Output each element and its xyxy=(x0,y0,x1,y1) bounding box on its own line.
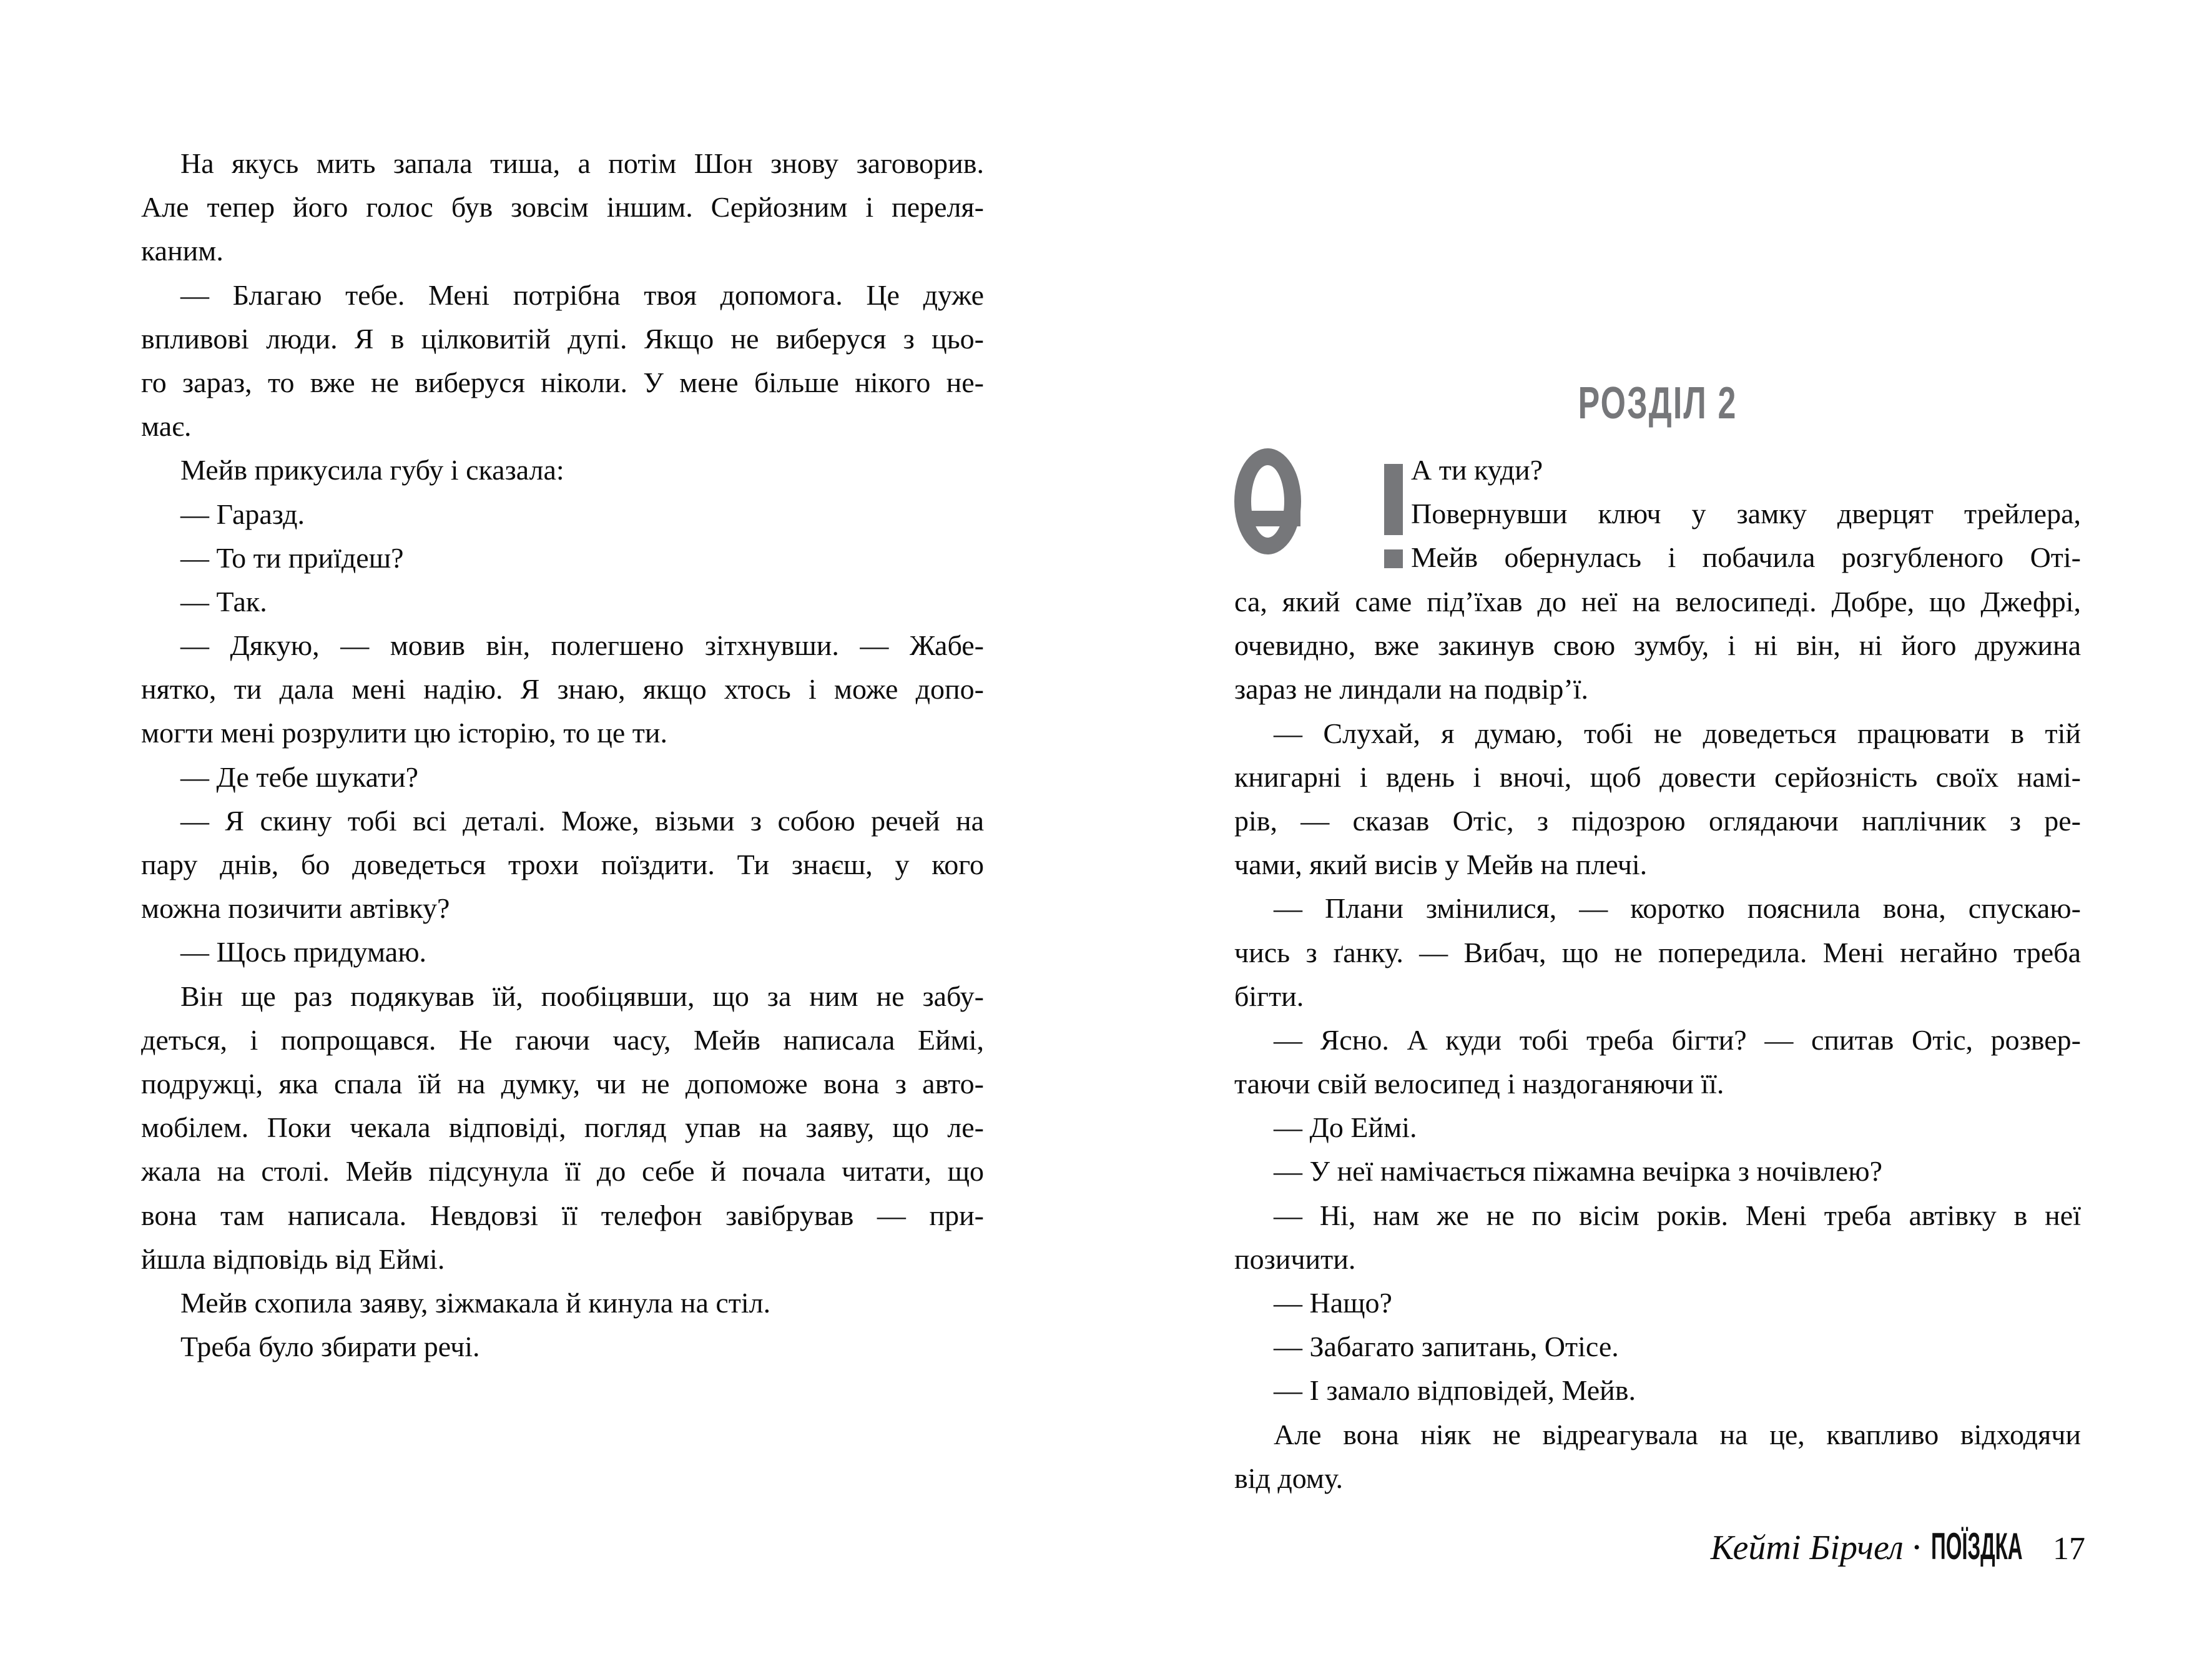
text-line: — Нащо? xyxy=(1274,1287,1392,1319)
text-line: таючи свій велосипед і наздоганяючи її. xyxy=(1234,1068,1724,1100)
text-line: Мейв схопила заяву, зіжмакала й кинула на стіл. xyxy=(180,1286,771,1319)
footer-separator-icon: • xyxy=(1913,1537,1920,1558)
text-line: А ти куди? xyxy=(1411,454,1543,486)
footer-author: Кейті Бірчел xyxy=(1710,1529,1904,1567)
left-page-text xyxy=(141,142,984,1369)
text-line: чись з ґанку. — Вибач, що не попередила. Мені негайно треба xyxy=(1234,936,2081,968)
text-line: — Забагато запитань, Отісе. xyxy=(1274,1331,1619,1363)
text-line: подружці, яка спала їй на думку, чи не допоможе вона з авто- xyxy=(141,1067,984,1100)
drop-cap-dash-shape xyxy=(1242,511,1300,526)
footer-page-number: 17 xyxy=(2053,1531,2085,1567)
text-line: мобілем. Поки чекала відповіді, погляд упав на заяву, що ле- xyxy=(141,1111,984,1144)
text-line: са, який саме під’їхав до неї на велосипеді. Добре, що Джефрі, xyxy=(1234,586,2081,618)
text-line: бігти. xyxy=(1234,980,1304,1012)
text-line: — Благаю тебе. Мені потрібна твоя допомога. Це дуже xyxy=(180,278,984,311)
text-line: має. xyxy=(141,410,192,443)
text-line: — Ні, нам же не по вісім років. Мені треба автівку в неї xyxy=(1274,1199,2081,1231)
text-line: зараз не линдали на подвір’ї. xyxy=(1234,673,1589,706)
text-line: деться, і попрощався. Не гаючи часу, Мейв написала Еймі, xyxy=(141,1023,984,1056)
text-line: На якусь мить запала тиша, а потім Шон знову заговорив. xyxy=(180,147,984,179)
drop-cap-exclamation-bar-shape xyxy=(1384,464,1403,535)
text-line: — Я скину тобі всі деталі. Може, візьми з собою речей на xyxy=(180,804,984,837)
text-line: Повернувши ключ у замку дверцят трейлера, xyxy=(1411,498,2081,530)
text-line: впливові люди. Я в цілковитій дупі. Якщо не виберуся з цьо- xyxy=(141,322,984,355)
text-line: — Дякую, — мовив він, полегшено зітхнувши. — Жабе- xyxy=(180,629,984,662)
text-line: Мейв прикусила губу і сказала: xyxy=(180,454,564,486)
text-line: Мейв обернулась і побачила розгубленого Оті- xyxy=(1411,541,2081,574)
text-line: від дому. xyxy=(1234,1462,1343,1494)
text-line: чами, який висів у Мейв на плечі. xyxy=(1234,849,1648,881)
text-line: позичити. xyxy=(1234,1243,1356,1275)
text-line: можна позичити автівку? xyxy=(141,892,450,925)
text-line: рів, — сказав Отіс, з підозрою оглядаючи наплічник з ре- xyxy=(1234,804,2081,837)
text-line: — До Еймі. xyxy=(1274,1111,1417,1144)
chapter-heading-label: РОЗДІЛ 2 xyxy=(1578,378,1738,428)
text-line: го зараз, то вже не виберуся ніколи. У мене більше нікого не- xyxy=(141,366,984,398)
text-line: жала на столі. Мейв підсунула її до себе й почала читати, що xyxy=(141,1155,984,1188)
text-line: вона там написала. Невдовзі її телефон завібрував — при- xyxy=(141,1199,984,1231)
text-line: очевидно, вже закинув свою зумбу, і ні він, ні його дружина xyxy=(1234,629,2081,662)
text-line: нятко, ти дала мені надію. Я знаю, якщо хтось і може допо- xyxy=(141,673,984,706)
drop-cap-letter-o-shape xyxy=(1234,448,1301,554)
right-page-text xyxy=(1234,580,2081,1500)
text-line: — Щось придумаю. xyxy=(180,936,427,968)
chapter-opening-lines xyxy=(1411,448,2081,580)
text-line: каним. xyxy=(141,235,224,267)
drop-cap-text xyxy=(1234,448,1235,449)
text-line: Але вона ніяк не відреагувала на це, квапливо відходячи xyxy=(1274,1418,2081,1450)
drop-cap-exclamation-dot-shape xyxy=(1384,549,1403,568)
text-line: — Плани змінилися, — коротко пояснила вона, спускаю- xyxy=(1274,892,2081,925)
text-line: книгарні і вдень і вночі, щоб довести серйозність своїх намі- xyxy=(1234,761,2081,793)
text-line: — Ясно. А куди тобі треба бігти? — спитав Отіс, розвер- xyxy=(1274,1023,2081,1056)
running-footer xyxy=(1234,1522,2085,1573)
text-line: — Так. xyxy=(180,585,267,618)
text-line: пару днів, бо доведеться трохи поїздити. Ти знаєш, у кого xyxy=(141,849,984,880)
text-line: — Гаразд. xyxy=(180,498,305,530)
text-line: — То ти приїдеш? xyxy=(180,541,404,574)
text-line: Треба було збирати речі. xyxy=(180,1331,480,1363)
text-line: — Де тебе шукати? xyxy=(180,761,419,793)
text-line: могти мені розрулити цю історію, то це ти. xyxy=(141,717,668,749)
text-line: — Слухай, я думаю, тобі не доведеться працювати в тій xyxy=(1274,717,2081,749)
text-line: — У неї намічається піжамна вечірка з ночівлею? xyxy=(1274,1155,1882,1188)
drop-cap xyxy=(1234,448,1411,581)
text-line: Але тепер його голос був зовсім іншим. Серйозним і переля- xyxy=(141,191,984,224)
chapter-opening-paragraph xyxy=(1234,448,2081,581)
text-line: Він ще раз подякував їй, пообіцявши, що за ним не забу- xyxy=(180,980,984,1012)
footer-book-title: ПОЇЗДКА xyxy=(1931,1525,2023,1567)
text-line: — І замало відповідей, Мейв. xyxy=(1274,1374,1636,1407)
chapter-heading xyxy=(1234,375,2081,432)
text-line: йшла відповідь від Еймі. xyxy=(141,1243,445,1275)
